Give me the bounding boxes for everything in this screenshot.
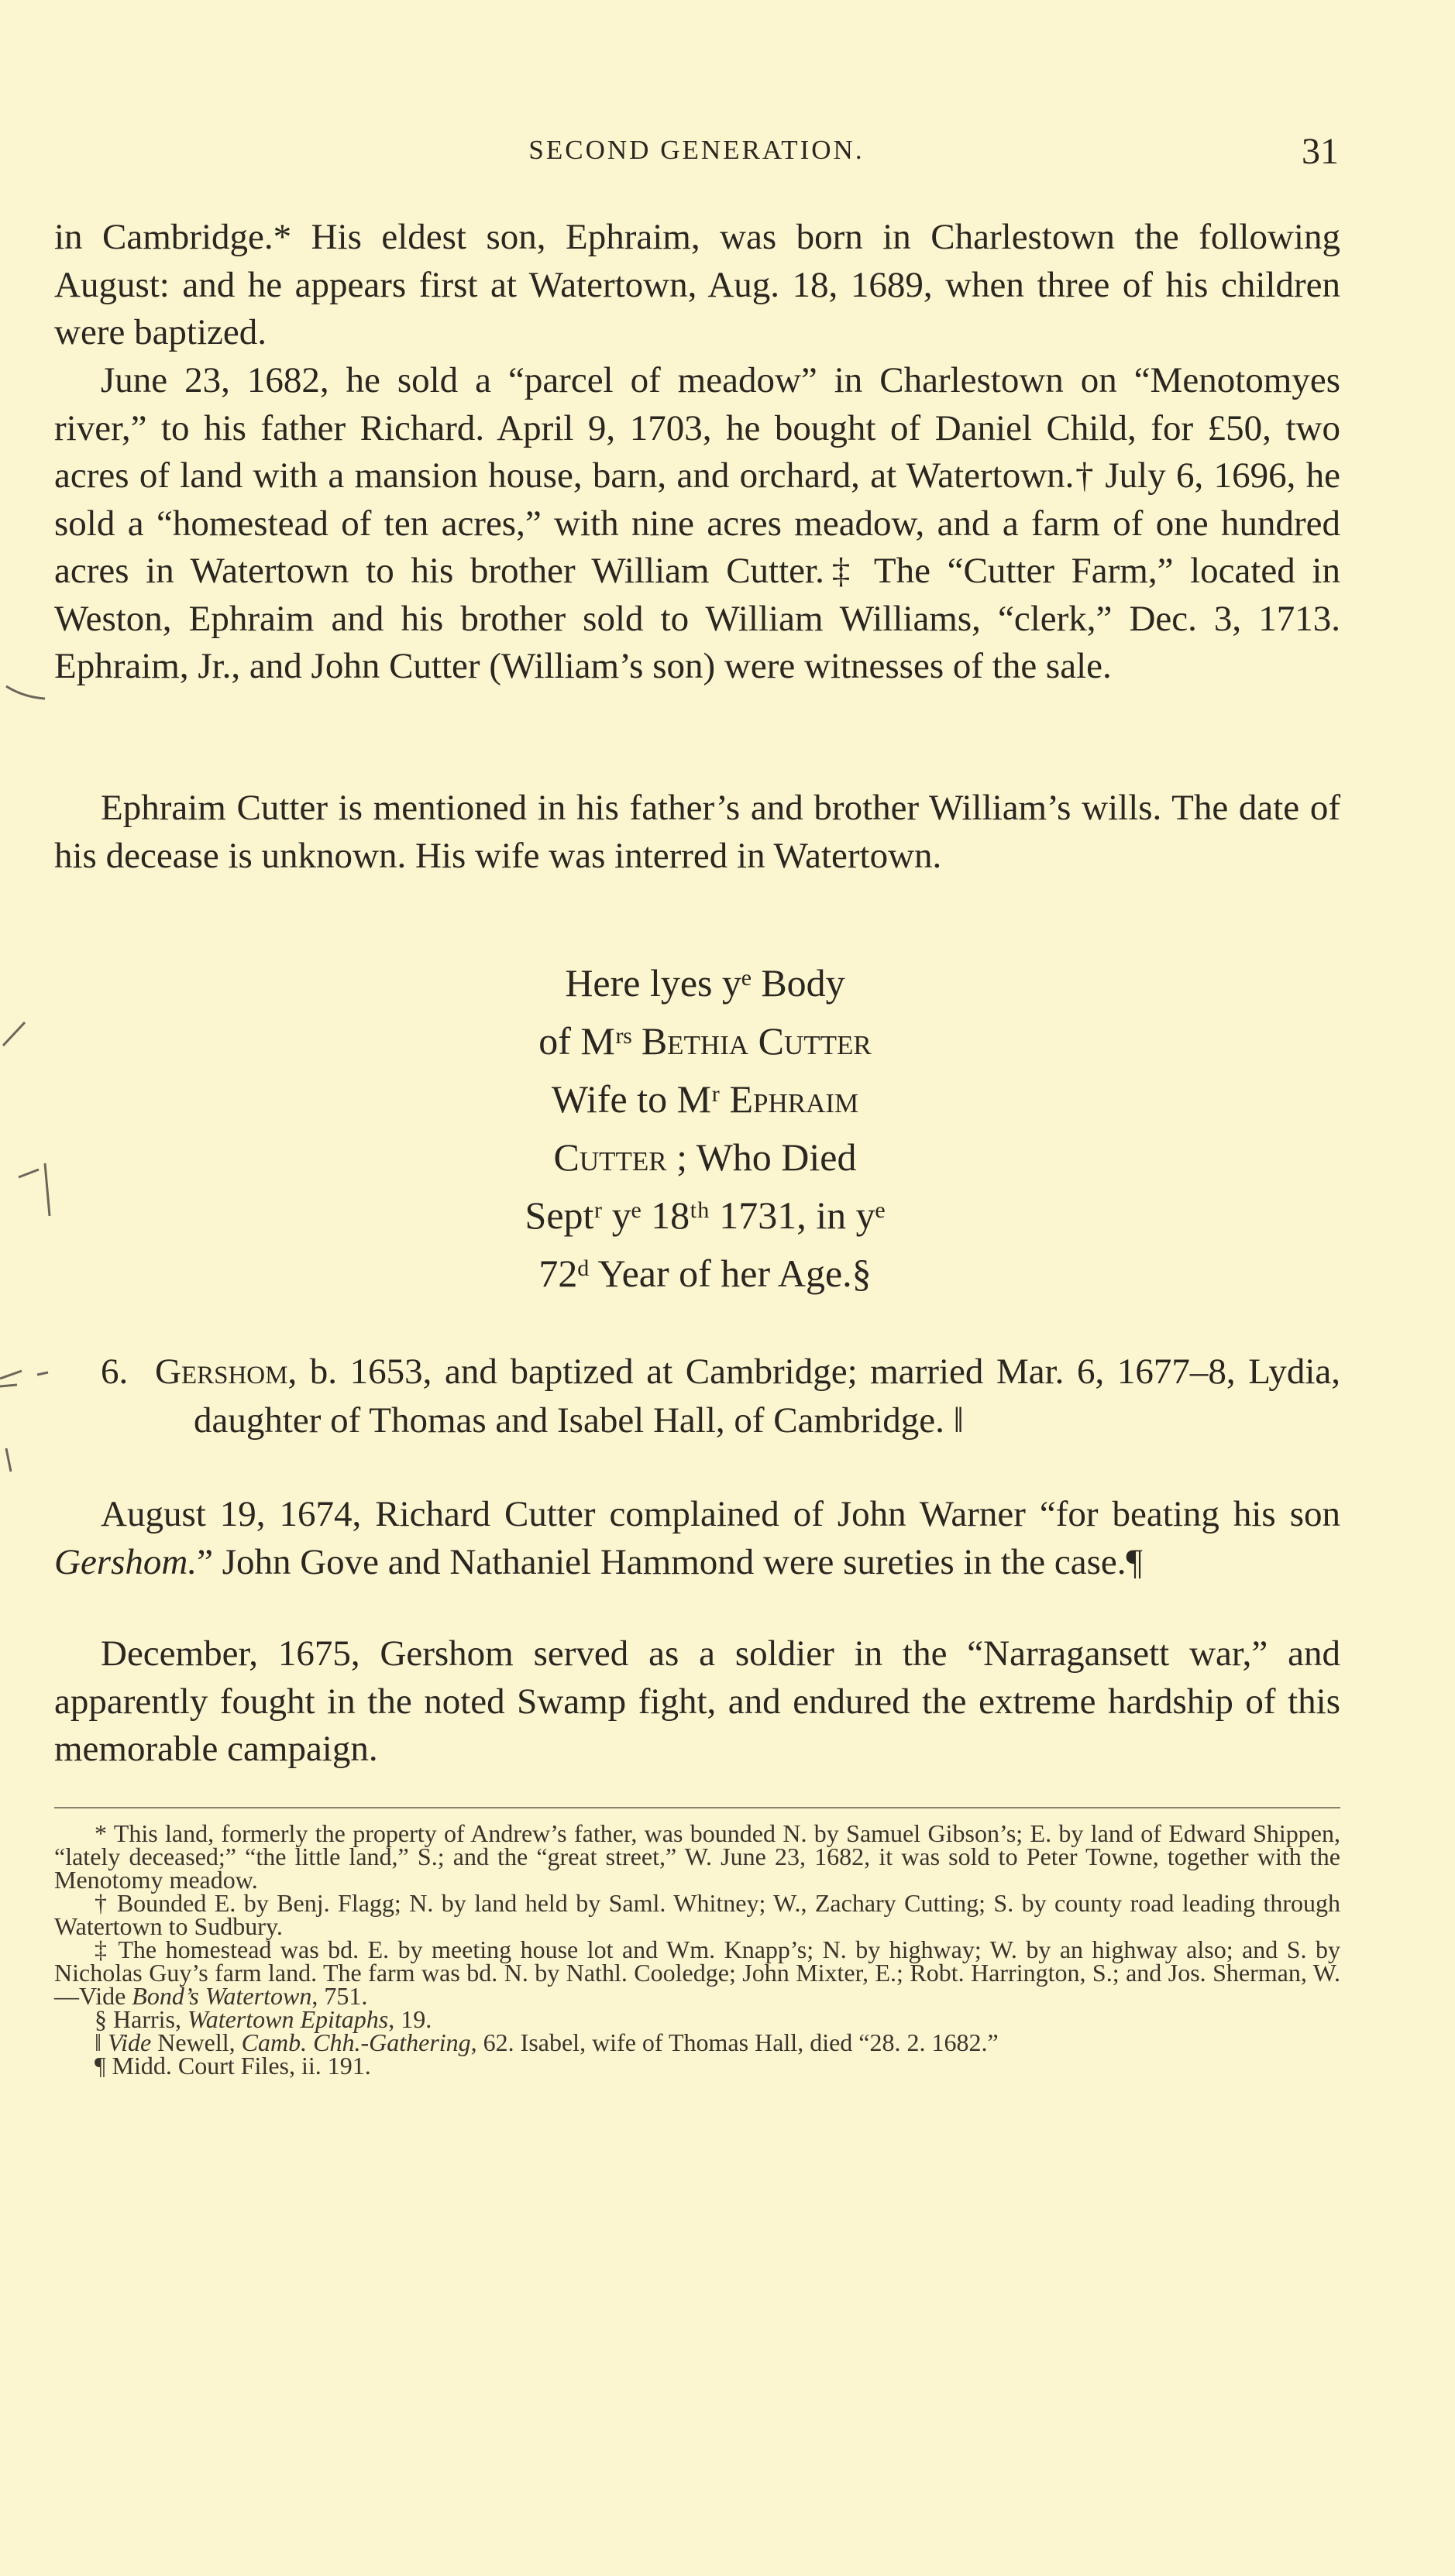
footnote-5-italic-vide: Vide [107, 2028, 152, 2056]
epitaph-line-1: Here lyes yᵉ Body [565, 961, 845, 1005]
footnote-6: ¶ Midd. Court Files, ii. 191. [95, 2052, 371, 2080]
epitaph-line-2-prefix: of Mʳˢ [538, 1019, 642, 1063]
entry-name: Gershom [155, 1352, 288, 1392]
epitaph-line-3-prefix: Wife to Mʳ [551, 1077, 730, 1121]
paragraph-4 [54, 1491, 1340, 1586]
footnote-4-italic: Watertown Epitaphs [187, 2005, 389, 2033]
footnote-divider [54, 1807, 1340, 1808]
epitaph-husband-name: Ephraim [729, 1077, 859, 1121]
paragraph-5: December, 1675, Gershom served as a soldier in the “Narragansett war,” and apparently fought in the noted Swamp fight, and endured the extreme hardship of this memorable campaign. [54, 1633, 1340, 1769]
footnote-5-marker: ‖ [95, 2028, 108, 2056]
footnote-3 [54, 1935, 1340, 2010]
footnote-5-text: Newell, [151, 2028, 242, 2056]
footnote-3-italic: Bond’s Watertown [132, 1982, 312, 2010]
entry-number: 6. [101, 1352, 129, 1392]
epitaph-line-5: Septʳ yᵉ 18ᵗʰ 1731, in yᵉ [525, 1194, 886, 1237]
pencil-tick-mark [6, 686, 45, 699]
epitaph-line-3 [434, 1070, 976, 1128]
paragraph-2: June 23, 1682, he sold a “parcel of meadow” in Charlestown on “Menotomyes river,” to his father Richard. April 9, 1703, he bought of Daniel Child, for £50, two acres of land with a mansion house, barn, and orchard, at Watertown.† July 6, 1696, he sold a “homestead of ten acres,” with nine acres meadow, and a farm of one hundred acres in Watertown to his brother William Cutter.‡ The “Cutter Farm,” located in Weston, Ephraim and his brother sold to William Williams, “clerk,” Dec. 3, 1713. Ephraim, Jr., and John Cutter (William’s son) were witnesses of the sale. [54, 360, 1340, 686]
page-header [54, 130, 1339, 177]
paragraph-4-text: August 19, 1674, Richard Cutter complained of John Warner “for beating his son [101, 1494, 1340, 1534]
epitaph-line-6: 72ᵈ Year of her Age.§ [538, 1252, 872, 1295]
entry-details: , b. 1653, and baptized at Cambridge; married Mar. 6, 1677–8, Lydia, daughter of Thomas and Isabel Hall, of Cambridge. ‖ [194, 1352, 1340, 1441]
paragraph-1: in Cambridge.* His eldest son, Ephraim, was born in Charlestown the following August: and he appears first at Watertown, Aug. 18, 1689, when three of his children were baptized. [54, 217, 1340, 352]
epitaph-line-2 [434, 1012, 976, 1070]
epitaph-inscription [434, 954, 976, 1303]
epitaph-surname: Cutter [553, 1135, 667, 1179]
epitaph-line-4-suffix: ; Who Died [666, 1135, 857, 1179]
footnote-4-text: § Harris, [95, 2005, 187, 2033]
footnote-3-text: ‡ The homestead was bd. E. by meeting house lot and Wm. Knapp’s; N. by highway; W. by an highway also; and S. by Nicholas Guy’s farm land. The farm was bd. N. by Nathl. Cooledge; John Mixter, E.; Robt. Harrington, S.; and Jos. Sherman, W.—Vide [54, 1935, 1340, 2010]
footnote-5-italic-title: Camb. Chh.-Gathering [241, 2028, 471, 2056]
running-head: SECOND GENERATION. [528, 135, 865, 165]
footnotes [54, 1819, 1340, 2080]
footnote-3-text-end: , 751. [311, 1982, 368, 2010]
pencil-bracket-mark [19, 1163, 50, 1216]
margin-pencil-marks [0, 674, 54, 2145]
page-number: 31 [1302, 131, 1339, 172]
pencil-slash-mark [3, 1022, 25, 1046]
entry-text [155, 1348, 1340, 1445]
footnote-5 [54, 2028, 1340, 2056]
pencil-dash-mark [6, 1448, 11, 1472]
epitaph-line-4 [434, 1128, 976, 1187]
epitaph-name: Bethia Cutter [641, 1019, 872, 1063]
pencil-arrow-mark [0, 1371, 48, 1386]
footnote-4 [54, 2005, 1340, 2033]
footnote-5-text-end: , 62. Isabel, wife of Thomas Hall, died “28. 2. 1682.” [470, 2028, 999, 2056]
footnote-1: * This land, formerly the property of Andrew’s father, was bounded N. by Samuel Gibson’s; E. by land of Edward Shippen, “lately deceased;” “the little land,” S.; and the “great street,” W. June 23, 1682, it was sold to Peter Towne, together with the Menotomy meadow. [54, 1819, 1340, 1894]
footnote-2: † Bounded E. by Benj. Flagg; N. by land held by Saml. Whitney; W., Zachary Cutting; S. by county road leading through Watertown to Sudbury. [54, 1889, 1340, 1940]
genealogy-entry-6 [54, 1348, 1340, 1445]
paragraph-3: Ephraim Cutter is mentioned in his father’s and brother William’s wills. The date of his decease is unknown. His wife was interred in Watertown. [54, 788, 1340, 876]
paragraph-4-text-end: ” John Gove and Nathaniel Hammond were sureties in the case.¶ [197, 1541, 1143, 1582]
paragraph-4-italic: Gershom. [54, 1541, 198, 1582]
footnote-4-text-end: , 19. [388, 2005, 432, 2033]
